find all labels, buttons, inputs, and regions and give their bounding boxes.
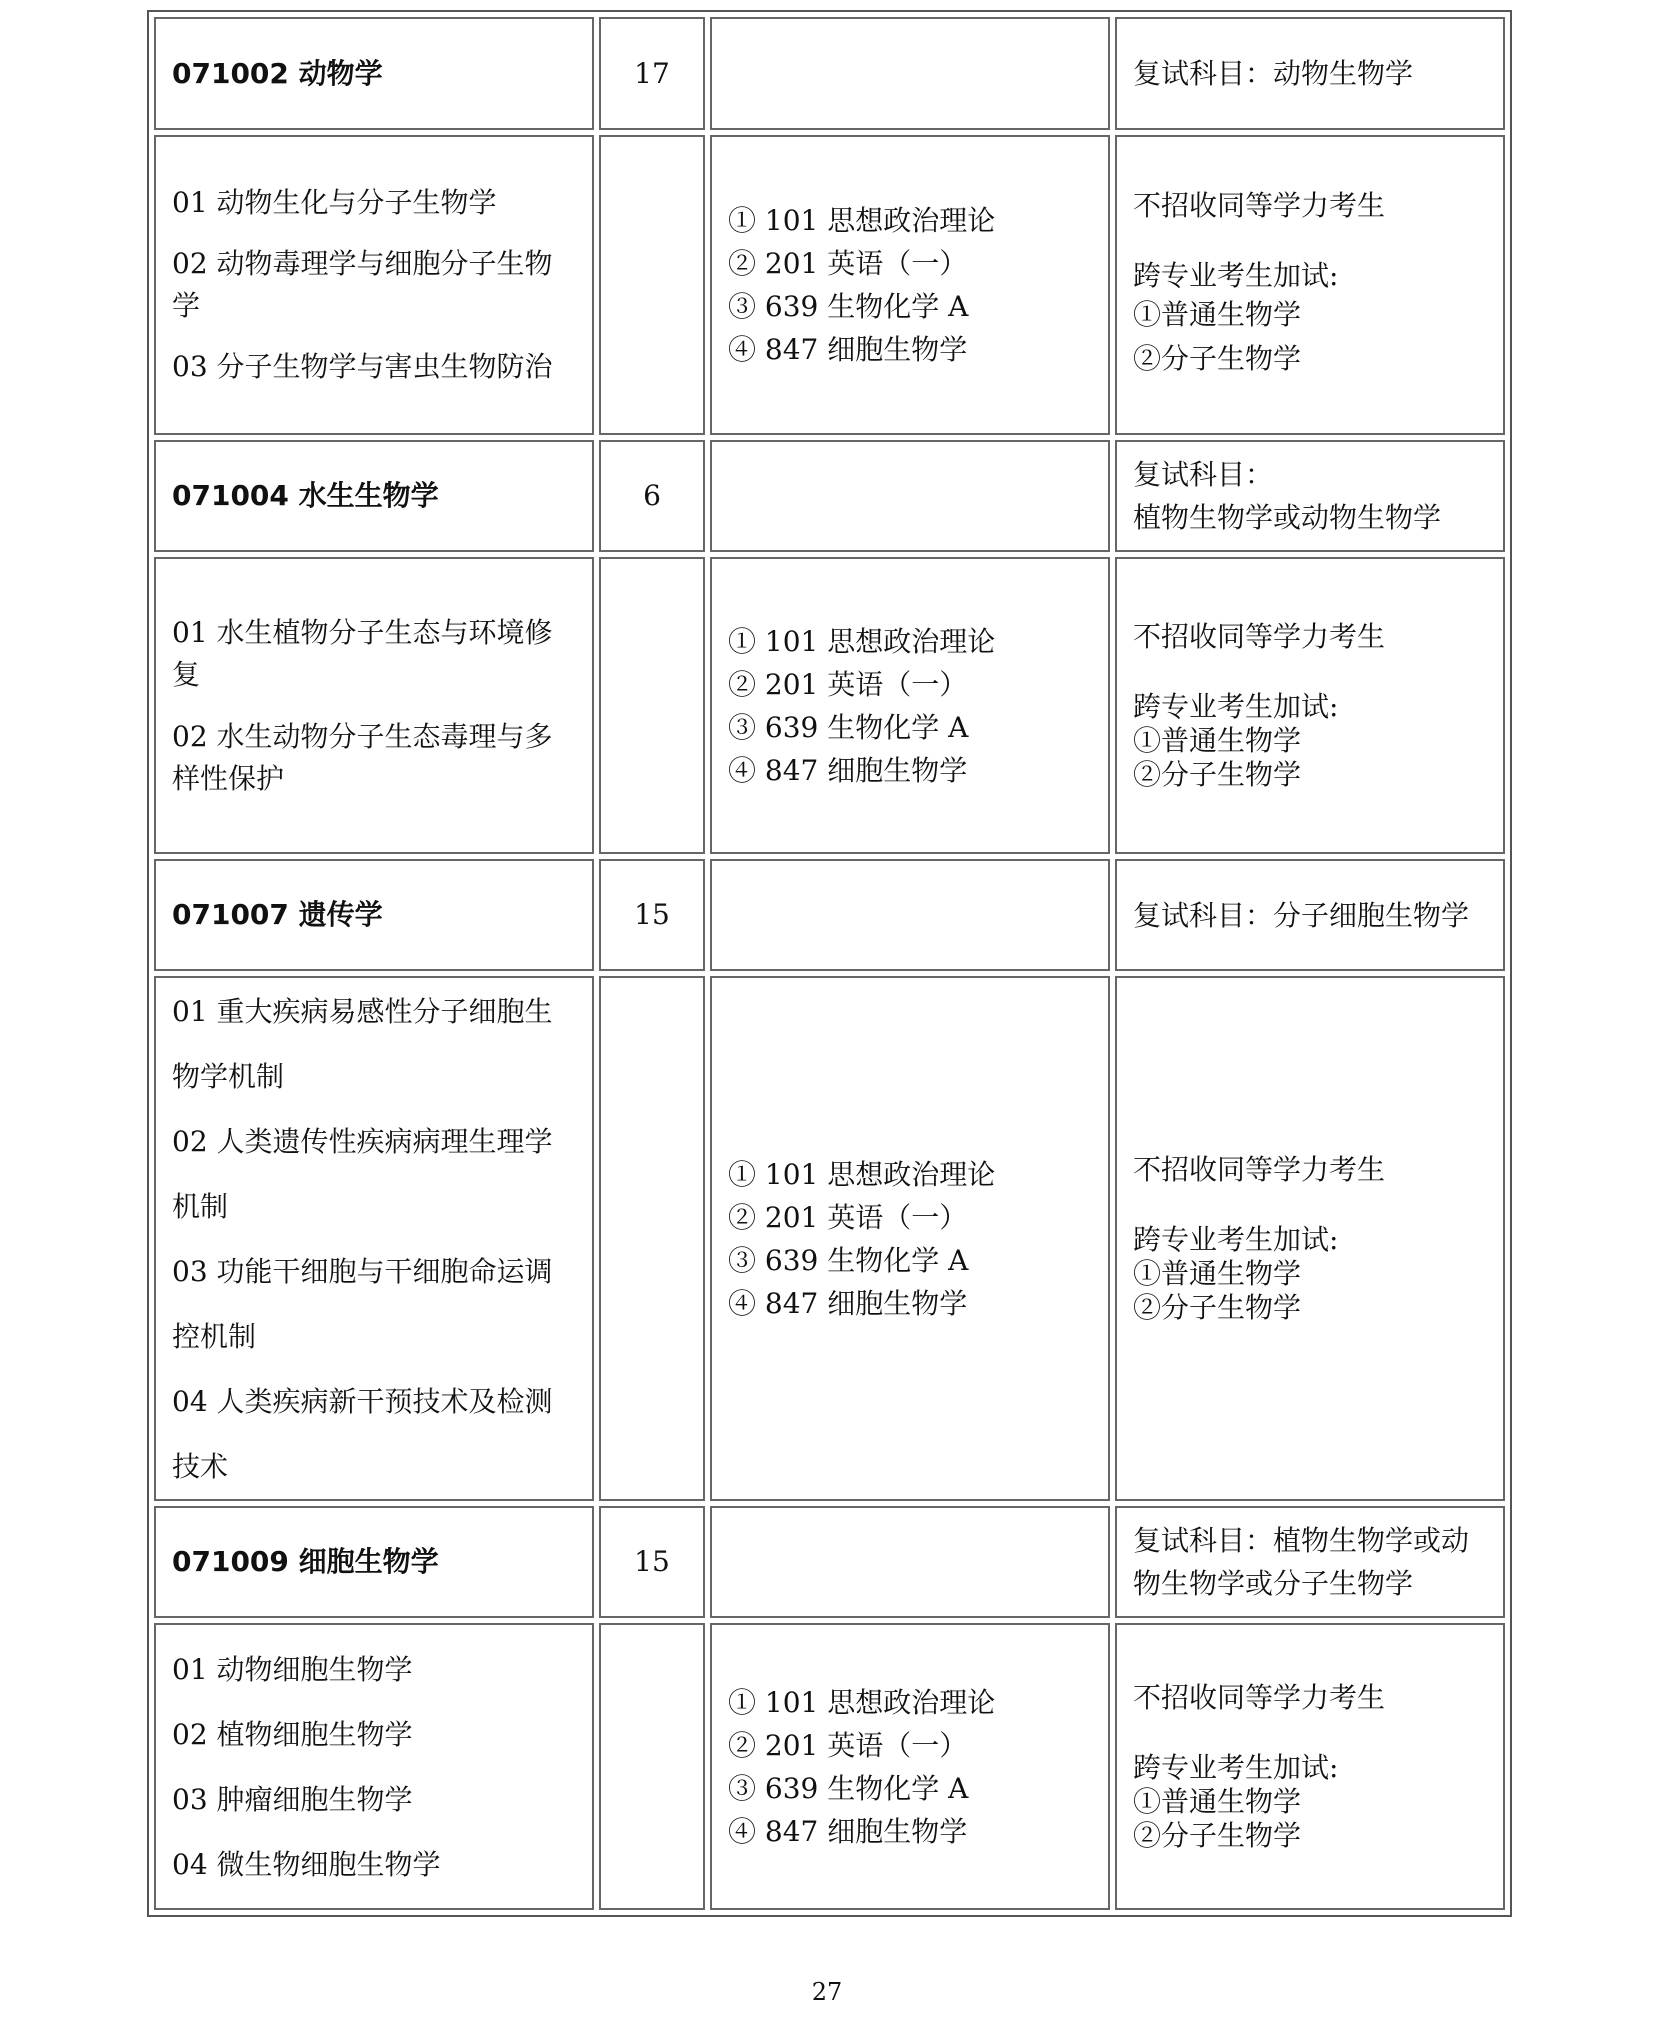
exam-cell-empty bbox=[710, 859, 1110, 971]
note: ①普通生物学 bbox=[1133, 723, 1302, 757]
direction-row bbox=[154, 1623, 1505, 1910]
note: ②分子生物学 bbox=[1133, 342, 1302, 375]
exam-subject: ④ 847 细胞生物学 bbox=[728, 1814, 968, 1848]
retest-cell bbox=[1115, 440, 1505, 552]
direction-row bbox=[154, 135, 1505, 435]
note: 不招收同等学力考生 bbox=[1133, 189, 1386, 222]
major-row bbox=[154, 17, 1505, 130]
exam-subject: ④ 847 细胞生物学 bbox=[728, 333, 968, 366]
note: 不招收同等学力考生 bbox=[1133, 1680, 1386, 1714]
quota: 6 bbox=[599, 440, 705, 552]
quota-cell-empty bbox=[599, 1623, 705, 1910]
quota-cell-empty bbox=[599, 135, 705, 435]
page-number: 27 bbox=[811, 1978, 843, 2006]
direction-row bbox=[154, 976, 1505, 1501]
exam-subject: ① 101 思想政治理论 bbox=[728, 204, 996, 237]
direction-item: 03 肿瘤细胞生物学 bbox=[172, 1782, 413, 1816]
direction-item: 04 微生物细胞生物学 bbox=[172, 1847, 441, 1881]
note: ①普通生物学 bbox=[1133, 1256, 1302, 1290]
exam-subject: ③ 639 生物化学 A bbox=[728, 1243, 969, 1277]
exam-cell-empty bbox=[710, 1506, 1110, 1618]
note: ①普通生物学 bbox=[1133, 1784, 1302, 1818]
direction-item: 01 重大疾病易感性分子细胞生物学机制 bbox=[172, 994, 553, 1093]
exam-subject: ③ 639 生物化学 A bbox=[728, 710, 969, 744]
retest-text: 复试科目： bbox=[1133, 458, 1274, 491]
direction-list bbox=[154, 135, 594, 435]
exam-subjects bbox=[710, 557, 1110, 854]
direction-list bbox=[154, 976, 594, 1501]
direction-item: 03 功能干细胞与干细胞命运调控机制 bbox=[172, 1254, 553, 1353]
exam-cell-empty bbox=[710, 17, 1110, 130]
notes-cell bbox=[1115, 976, 1505, 1501]
direction-item: 03 分子生物学与害虫生物防治 bbox=[172, 350, 553, 383]
note: 跨专业考生加试: bbox=[1133, 689, 1339, 723]
direction-item: 02 植物细胞生物学 bbox=[172, 1717, 413, 1751]
direction-list bbox=[154, 1623, 594, 1910]
retest-cell bbox=[1115, 17, 1505, 130]
major-name: 071009 细胞生物学 bbox=[154, 1506, 594, 1618]
major-row bbox=[154, 1506, 1505, 1618]
exam-subject: ① 101 思想政治理论 bbox=[728, 1157, 996, 1191]
exam-subject: ① 101 思想政治理论 bbox=[728, 1685, 996, 1719]
exam-subject: ② 201 英语（一） bbox=[728, 667, 968, 701]
exam-subject: ④ 847 细胞生物学 bbox=[728, 753, 968, 787]
note: 不招收同等学力考生 bbox=[1133, 1152, 1386, 1186]
retest-text: 复试科目：植物生物学或动 bbox=[1133, 1524, 1470, 1557]
major-row bbox=[154, 859, 1505, 971]
direction-item: 01 动物细胞生物学 bbox=[172, 1652, 413, 1686]
exam-subject: ③ 639 生物化学 A bbox=[728, 1771, 969, 1805]
direction-item: 02 水生动物分子生态毒理与多样性保护 bbox=[172, 719, 553, 795]
direction-item: 02 动物毒理学与细胞分子生物学 bbox=[172, 247, 553, 322]
major-name: 071007 遗传学 bbox=[154, 859, 594, 971]
exam-subject: ① 101 思想政治理论 bbox=[728, 624, 996, 658]
retest-text: 植物生物学或动物生物学 bbox=[1133, 501, 1442, 534]
direction-item: 01 水生植物分子生态与环境修复 bbox=[172, 615, 553, 691]
note: 跨专业考生加试: bbox=[1133, 1750, 1339, 1784]
retest-text: 物生物学或分子生物学 bbox=[1133, 1567, 1414, 1600]
notes-cell bbox=[1115, 1623, 1505, 1910]
exam-cell-empty bbox=[710, 440, 1110, 552]
exam-subjects bbox=[710, 135, 1110, 435]
quota-cell-empty bbox=[599, 557, 705, 854]
retest-cell bbox=[1115, 1506, 1505, 1618]
direction-item: 01 动物生化与分子生物学 bbox=[172, 186, 497, 219]
notes-cell bbox=[1115, 557, 1505, 854]
quota: 17 bbox=[599, 17, 705, 130]
direction-item: 04 人类疾病新干预技术及检测技术 bbox=[172, 1384, 553, 1483]
note: ②分子生物学 bbox=[1133, 1818, 1302, 1852]
major-row bbox=[154, 440, 1505, 552]
quota: 15 bbox=[599, 859, 705, 971]
note: 跨专业考生加试: bbox=[1133, 259, 1339, 292]
exam-subjects bbox=[710, 976, 1110, 1501]
quota: 15 bbox=[599, 1506, 705, 1618]
quota-cell-empty bbox=[599, 976, 705, 1501]
retest-cell bbox=[1115, 859, 1505, 971]
note: 跨专业考生加试: bbox=[1133, 1222, 1339, 1256]
direction-list bbox=[154, 557, 594, 854]
exam-subject: ② 201 英语（一） bbox=[728, 1200, 968, 1234]
enrollment-table bbox=[147, 10, 1512, 1917]
note: 不招收同等学力考生 bbox=[1133, 619, 1386, 653]
note: ②分子生物学 bbox=[1133, 1290, 1302, 1324]
exam-subject: ② 201 英语（一） bbox=[728, 247, 968, 280]
exam-subject: ③ 639 生物化学 A bbox=[728, 290, 969, 323]
major-name: 071002 动物学 bbox=[154, 17, 594, 130]
exam-subject: ④ 847 细胞生物学 bbox=[728, 1286, 968, 1320]
direction-item: 02 人类遗传性疾病病理生理学机制 bbox=[172, 1124, 553, 1223]
retest-text: 复试科目：分子细胞生物学 bbox=[1133, 898, 1470, 932]
retest-text: 复试科目：动物生物学 bbox=[1133, 57, 1414, 90]
note: ②分子生物学 bbox=[1133, 757, 1302, 791]
exam-subjects bbox=[710, 1623, 1110, 1910]
exam-subject: ② 201 英语（一） bbox=[728, 1728, 968, 1762]
notes-cell bbox=[1115, 135, 1505, 435]
major-name: 071004 水生生物学 bbox=[154, 440, 594, 552]
note: ①普通生物学 bbox=[1133, 298, 1302, 331]
direction-row bbox=[154, 557, 1505, 854]
